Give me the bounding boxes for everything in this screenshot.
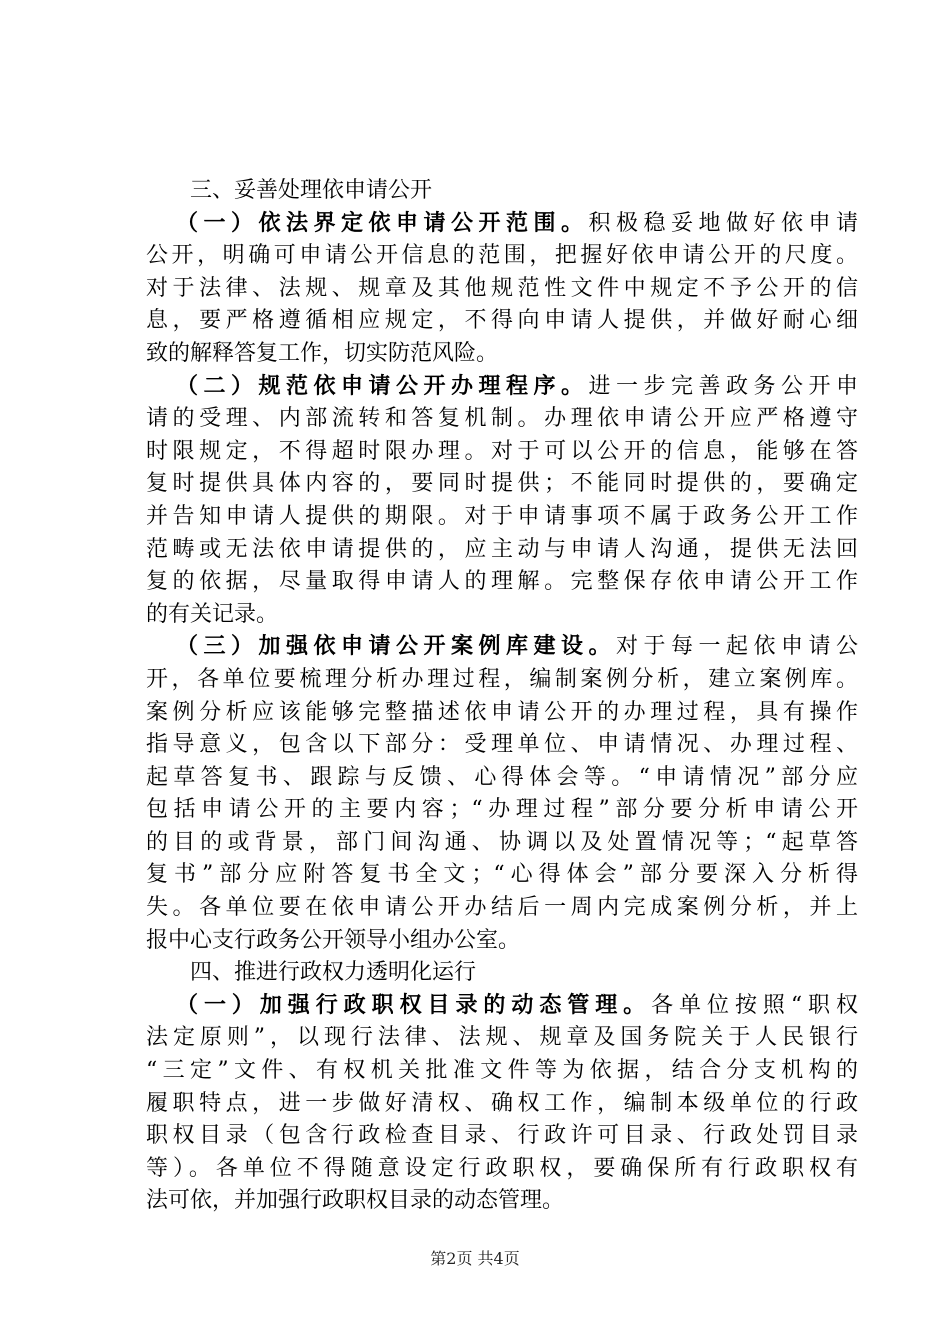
paragraph-line: 履职特点，进一步做好清权、确权工作，编制本级单位的行政 <box>146 1090 858 1116</box>
paragraph-line: 起草答复书、跟踪与反馈、心得体会等。“申请情况”部分应 <box>146 764 858 790</box>
paragraph-line: 职权目录（包含行政检查目录、行政许可目录、行政处罚目录 <box>146 1123 858 1149</box>
paragraph-line: 致的解释答复工作，切实防范风险。 <box>146 340 499 366</box>
paragraph-line: 的目的或背景，部门间沟通、协调以及处置情况等；“起草答 <box>146 829 858 855</box>
paragraph-line: （三）加强依申请公开案例库建设。对于每一起依申请公 <box>176 634 858 660</box>
paragraph-line: 案例分析应该能够完整描述依申请公开的办理过程，具有操作 <box>146 699 858 725</box>
paragraph-line: 的有关记录。 <box>146 601 279 627</box>
paragraph-line: 并告知申请人提供的期限。对于申请事项不属于政务公开工作 <box>146 503 858 529</box>
paragraph-title: （一）依法界定依申请公开范围。 <box>176 210 589 236</box>
paragraph-line: （二）规范依申请公开办理程序。进一步完善政务公开申 <box>176 373 858 399</box>
paragraph-line: 等）。各单位不得随意设定行政职权，要确保所有行政职权有 <box>146 1155 858 1181</box>
section-heading-3: 三、妥善处理依申请公开 <box>190 178 433 203</box>
paragraph-line: 请的受理、内部流转和答复机制。办理依申请公开应严格遵守 <box>146 406 858 432</box>
paragraph-line: （一）依法界定依申请公开范围。积极稳妥地做好依申请 <box>176 210 858 236</box>
paragraph-title: （一）加强行政职权目录的动态管理。 <box>176 992 652 1018</box>
paragraph-line: 对于法律、法规、规章及其他规范性文件中规定不予公开的信 <box>146 275 858 301</box>
page-footer: 第2页 共4页 <box>430 1249 520 1268</box>
paragraph-title: （二）规范依申请公开办理程序。 <box>176 373 589 399</box>
paragraph-line: 包括申请公开的主要内容；“办理过程”部分要分析申请公开 <box>146 797 858 823</box>
paragraph-line: （一）加强行政职权目录的动态管理。各单位按照“职权 <box>176 992 858 1018</box>
paragraph-line: 范畴或无法依申请提供的，应主动与申请人沟通，提供无法回 <box>146 536 858 562</box>
paragraph-line: 息，要严格遵循相应规定，不得向申请人提供，并做好耐心细 <box>146 308 858 334</box>
paragraph-line: 复书”部分应附答复书全文；“心得体会”部分要深入分析得 <box>146 862 858 888</box>
paragraph-line: 复的依据，尽量取得申请人的理解。完整保存依申请公开工作 <box>146 569 858 595</box>
paragraph-line: 复时提供具体内容的，要同时提供；不能同时提供的，要确定 <box>146 471 858 497</box>
paragraph-line: 法可依，并加强行政职权目录的动态管理。 <box>146 1188 565 1214</box>
paragraph-line: “三定”文件、有权机关批准文件等为依据，结合分支机构的 <box>146 1058 858 1084</box>
paragraph-line: 公开，明确可申请公开信息的范围，把握好依申请公开的尺度。 <box>146 243 858 269</box>
paragraph-line: 失。各单位要在依申请公开办结后一周内完成案例分析，并上 <box>146 895 858 921</box>
paragraph-line: 法定原则”，以现行法律、法规、规章及国务院关于人民银行 <box>146 1025 858 1051</box>
paragraph-title: （三）加强依申请公开案例库建设。 <box>176 634 616 660</box>
section-heading-4: 四、推进行政权力透明化运行 <box>190 960 477 986</box>
paragraph-line: 指导意义，包含以下部分：受理单位、申请情况、办理过程、 <box>146 732 858 758</box>
paragraph-line: 时限规定，不得超时限办理。对于可以公开的信息，能够在答 <box>146 438 858 464</box>
paragraph-line: 开，各单位要梳理分析办理过程，编制案例分析，建立案例库。 <box>146 666 858 692</box>
paragraph-line: 报中心支行政务公开领导小组办公室。 <box>146 927 521 953</box>
document-body <box>146 175 858 1218</box>
